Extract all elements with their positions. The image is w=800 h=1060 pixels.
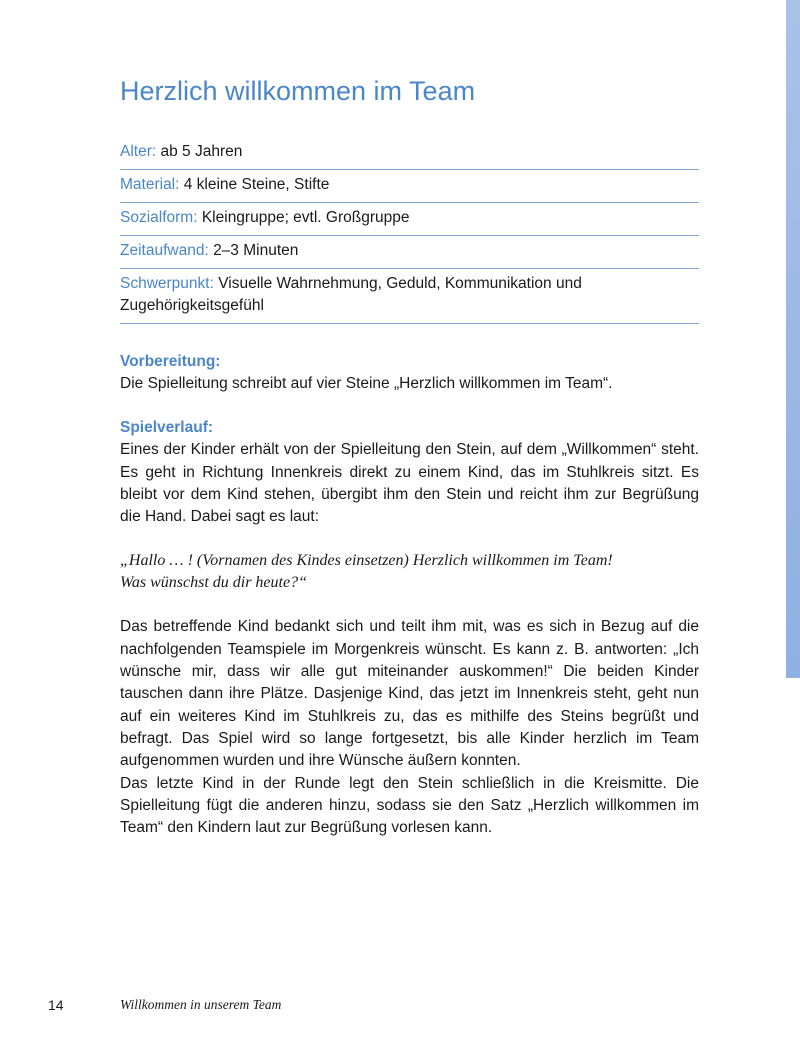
info-row-alter (120, 137, 699, 170)
info-label: Zeitaufwand: (120, 242, 209, 259)
spielverlauf-section (120, 417, 699, 839)
vorbereitung-heading: Vorbereitung: (120, 353, 221, 370)
running-title: Willkommen in unserem Team (120, 997, 282, 1012)
vorbereitung-section (120, 351, 699, 396)
info-value: 4 kleine Steine, Stifte (183, 176, 330, 193)
spielverlauf-text-3: Das letzte Kind in der Runde legt den Stein schließlich in die Kreismitte. Die Spielleitung fügt die anderen hinzu, sodass sie den Satz „Herzlich willkommen im Team“ den Kindern laut zur Begrüßung vorlesen kann. (120, 774, 699, 837)
info-value: 2–3 Minuten (213, 242, 299, 259)
info-value: Kleingruppe; evtl. Großgruppe (201, 209, 410, 226)
info-row-sozialform (120, 203, 699, 236)
info-label: Alter: (120, 143, 157, 160)
vorbereitung-text: Die Spielleitung schreibt auf vier Steine „Herzlich willkommen im Team“. (120, 375, 613, 393)
info-row-schwerpunkt (120, 269, 699, 324)
page-title: Herzlich willkommen im Team (120, 76, 476, 106)
info-row-zeitaufwand (120, 236, 699, 269)
info-label: Material: (120, 176, 180, 193)
quote-line-1: „Hallo … ! (Vornamen des Kindes einsetzen) Herzlich willkommen im Team! (120, 552, 613, 570)
spielverlauf-heading: Spielverlauf: (120, 419, 214, 436)
decorative-side-bar (786, 0, 800, 678)
quote-line-2: Was wünschst du dir heute?“ (120, 574, 307, 592)
info-table (120, 137, 699, 324)
spielverlauf-text-1: Eines der Kinder erhält von der Spielleitung den Stein, auf dem „Willkommen“ steht. Es geht in Richtung Innenkreis direkt zu einem Kind, das im Stuhlkreis sitzt. Es bleibt vor dem Kind stehen, übergibt ihm den Stein und reicht ihm zur Begrüßung die Hand. Dabei sagt es laut: (120, 441, 699, 526)
info-label: Schwerpunkt: (120, 275, 214, 292)
info-label: Sozialform: (120, 209, 198, 226)
info-value: ab 5 Jahren (160, 143, 243, 160)
page-number: 14 (48, 997, 64, 1013)
info-value: Visuelle Wahrnehmung, Geduld, Kommunikation und Zugehörigkeitsgefühl (120, 275, 582, 314)
spielverlauf-text-2: Das betreffende Kind bedankt sich und teilt ihm mit, was es sich in Bezug auf die nachfolgenden Teamspiele im Morgenkreis wünscht. Es kann z. B. antworten: „Ich wünsche mir, dass wir alle gut miteinander auskommen!“ Die beiden Kinder tauschen dann ihre Plätze. Dasjenige Kind, das jetzt im Innenkreis steht, geht nun auf ein weiteres Kind im Stuhlkreis zu, das es mithilfe des Steins begrüßt und befragt. Das Spiel wird so lange fortgesetzt, bis alle Kinder herzlich im Team aufgenommen wurden und ihre Wünsche äußern konnten. (120, 618, 699, 770)
info-row-material (120, 170, 699, 203)
